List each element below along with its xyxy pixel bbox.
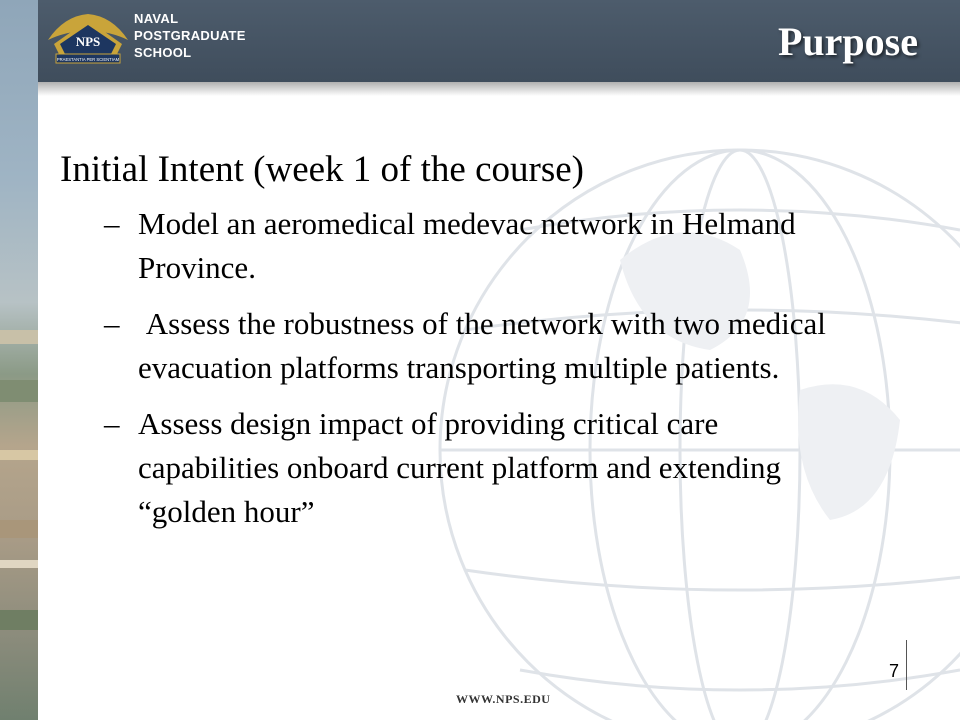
campus-photo-strip [0, 0, 38, 720]
bullet-dash: – [104, 206, 120, 241]
school-name-line: NAVAL [134, 11, 179, 26]
bullet-text: Assess the robustness of the network with two medical evacuation platforms transporting multiple patients. [138, 306, 834, 385]
slide-title: Purpose [778, 19, 918, 64]
footer-website: WWW.NPS.EDU [456, 692, 551, 706]
bullet-item [58, 302, 862, 390]
bullet-text: Model an aeromedical medevac network in Helmand Province. [138, 206, 796, 285]
logo-motto: PRAESTANTIA PER SCIENTIAM [56, 57, 120, 62]
slide-body [58, 146, 918, 546]
footer-divider [906, 640, 907, 690]
school-name-line: SCHOOL [134, 45, 192, 60]
school-name [134, 10, 246, 61]
bullet-dash: – [104, 306, 120, 341]
bullet-item [58, 402, 862, 534]
page-number: 7 [889, 661, 900, 681]
bullet-item [58, 202, 862, 290]
bullet-text: Assess design impact of providing critical care capabilities onboard current platform and extending “golden hour” [138, 406, 782, 529]
logo-text: NPS [75, 34, 101, 49]
bullet-dash: – [104, 406, 120, 441]
nps-logo [44, 10, 132, 70]
school-name-line: POSTGRADUATE [134, 28, 246, 43]
body-heading: Initial Intent (week 1 of the course) [60, 149, 584, 190]
